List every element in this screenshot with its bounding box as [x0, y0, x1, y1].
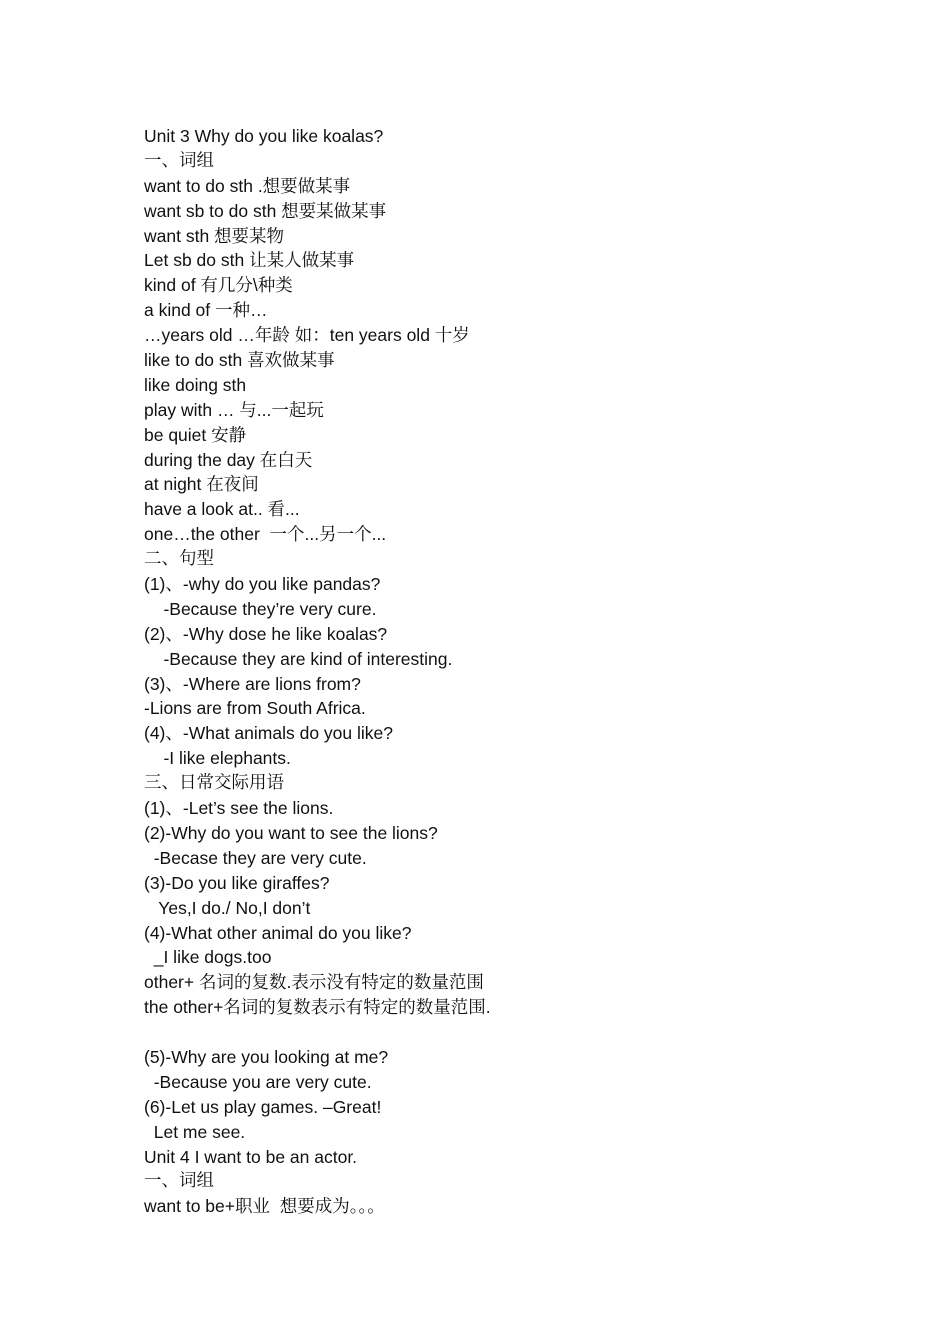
phrase-line: …years old …年龄 如：ten years old 十岁 — [144, 325, 470, 346]
expression-line: (2)-Why do you want to see the lions? — [144, 822, 438, 843]
phrase-line: during the day 在白天 — [144, 449, 313, 470]
grammar-note-line: the other+名词的复数表示有特定的数量范围. — [144, 997, 491, 1018]
section-heading-sentence-patterns: 二、句型 — [144, 549, 214, 570]
sentence-line: (4)、-What animals do you like? — [144, 723, 393, 744]
expression-line: (3)-Do you like giraffes? — [144, 872, 330, 893]
section-heading-phrases-unit4: 一、词组 — [144, 1171, 214, 1192]
phrase-line: want to be+职业 想要成为。。。 — [144, 1196, 385, 1217]
expression-line: (1)、-Let’s see the lions. — [144, 798, 334, 819]
expression-line: -Because you are very cute. — [144, 1071, 372, 1092]
section-heading-phrases: 一、词组 — [144, 150, 214, 171]
sentence-line: -Because they’re very cure. — [144, 598, 377, 619]
phrase-line: play with … 与...一起玩 — [144, 399, 324, 420]
sentence-line: -I like elephants. — [144, 748, 291, 769]
sentence-line: -Lions are from South Africa. — [144, 698, 366, 719]
phrase-line: a kind of 一种… — [144, 300, 268, 321]
phrase-line: want to do sth .想要做某事 — [144, 175, 351, 196]
phrase-line: Let sb do sth 让某人做某事 — [144, 250, 355, 271]
grammar-note-line: other+ 名词的复数.表示没有特定的数量范围 — [144, 972, 484, 993]
sentence-line: (3)、-Where are lions from? — [144, 673, 361, 694]
phrase-line: want sth 想要某物 — [144, 225, 285, 246]
phrase-line: want sb to do sth 想要某做某事 — [144, 200, 387, 221]
expression-line: (4)-What other animal do you like? — [144, 922, 412, 943]
expression-line: (6)-Let us play games. –Great! — [144, 1096, 382, 1117]
phrase-line: kind of 有几分\种类 — [144, 275, 293, 296]
expression-line: (5)-Why are you looking at me? — [144, 1046, 389, 1067]
phrase-line: have a look at.. 看... — [144, 499, 300, 520]
phrase-line: at night 在夜间 — [144, 474, 259, 495]
expression-line: _I like dogs.too — [144, 947, 272, 968]
expression-line: Yes,I do./ No,I don’t — [144, 897, 311, 918]
sentence-line: (2)、-Why dose he like koalas? — [144, 623, 388, 644]
phrase-line: like to do sth 喜欢做某事 — [144, 350, 335, 371]
phrase-line: be quiet 安静 — [144, 424, 247, 445]
sentence-line: -Because they are kind of interesting. — [144, 648, 453, 669]
document-body — [144, 124, 904, 1219]
phrase-line: one…the other 一个...另一个... — [144, 524, 387, 545]
phrase-line: like doing sth — [144, 374, 247, 395]
sentence-line: (1)、-why do you like pandas? — [144, 574, 381, 595]
section-heading-daily-expressions: 三、日常交际用语 — [144, 773, 284, 794]
expression-line: -Becase they are very cute. — [144, 847, 367, 868]
blank-line — [144, 1020, 904, 1045]
expression-line: Let me see. — [144, 1121, 246, 1142]
unit3-title: Unit 3 Why do you like koalas? — [144, 126, 384, 146]
unit4-title: Unit 4 I want to be an actor. — [144, 1146, 358, 1167]
